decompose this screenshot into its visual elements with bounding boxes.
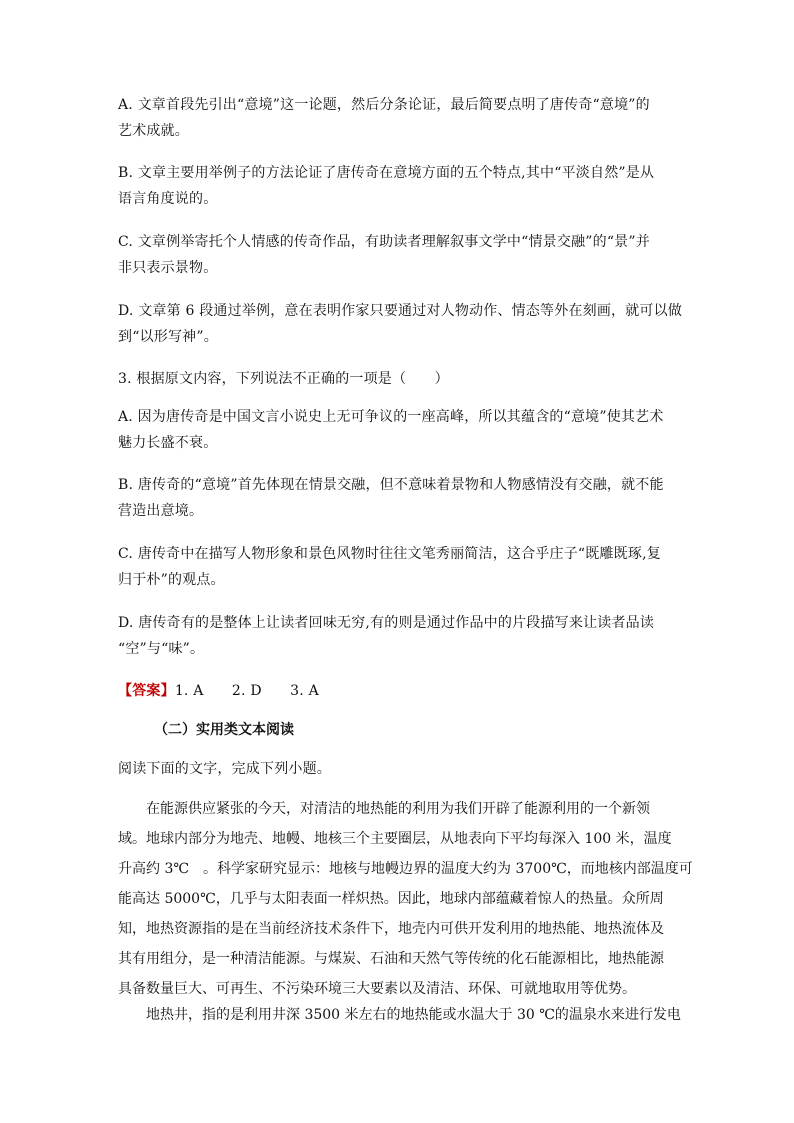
option-3c-line2: 归于朴”的观点。 xyxy=(118,572,225,588)
section-instruction-text: 阅读下面的文字，完成下列小题。 xyxy=(118,761,331,777)
option-2a-line1: A. 文章首段先引出“意境”这一论题，然后分条论证，最后简要点明了唐传奇“意境”的 xyxy=(118,97,650,113)
option-2c xyxy=(118,229,678,281)
question-3-stem-text: 3. 根据原文内容，下列说法不正确的一项是（ ） xyxy=(118,371,449,387)
option-2d xyxy=(118,298,683,350)
option-2b-line1: B. 文章主要用举例子的方法论证了唐传奇在意境方面的五个特点,其中“平淡自然”是从 xyxy=(118,165,655,181)
option-2a-line2: 艺术成就。 xyxy=(118,123,189,139)
passage-p1-line1: 在能源供应紧张的今天，对清洁的地热能的利用为我们开辟了能源利用的一个新领 xyxy=(118,801,650,817)
option-2d-line1: D. 文章第 6 段通过举例，意在表明作家只要通过对人物动作、情态等外在刻画，就可以做 xyxy=(118,303,683,319)
answer-line xyxy=(118,678,678,704)
passage-p1-line5: 知，地热资源指的是在当前经济技术条件下，地壳内可供开发利用的地热能、地热流体及 xyxy=(118,921,664,937)
passage-p1-line3: 升高约 3℃ 。科学家研究显示：地核与地幔边界的温度大约为 3700℃，而地核内部温度可 xyxy=(118,861,693,877)
option-3d-line1: D. 唐传奇有的是整体上让读者回味无穷,有的则是通过作品中的片段描写来让读者品读 xyxy=(118,615,655,631)
section-heading: （二）实用类文本阅读 xyxy=(154,722,294,738)
option-2c-line1: C. 文章例举寄托个人情感的传奇作品，有助读者理解叙事文学中“情景交融”的“景”并 xyxy=(118,234,650,250)
answer-text: 1. A 2. D 3. A xyxy=(174,683,319,699)
option-3b-line1: B. 唐传奇的“意境”首先体现在情景交融，但不意味着景物和人物感情没有交融，就不能 xyxy=(118,477,664,493)
option-3c-line1: C. 唐传奇中在描写人物形象和景色风物时往往文笔秀丽简洁，这合乎庄子“既雕既琢,复 xyxy=(118,546,661,562)
passage-p1-line2: 域。地球内部分为地壳、地幔、地核三个主要圈层，从地表向下平均每深入 100 米，温度 xyxy=(118,831,672,847)
passage-p2-line1: 地热井，指的是利用井深 3500 米左右的地热能或水温大于 30 ℃的温泉水来进行发电 xyxy=(118,1007,681,1023)
option-3a-line2: 魅力长盛不衰。 xyxy=(118,435,218,451)
passage-paragraph-1 xyxy=(118,794,693,1004)
passage-p1-line6: 其有用组分，是一种清洁能源。与煤炭、石油和天然气等传统的化石能源相比，地热能源 xyxy=(118,951,664,967)
option-3a-line1: A. 因为唐传奇是中国文言小说史上无可争议的一座高峰，所以其蕴含的“意境”使其艺术 xyxy=(118,409,664,425)
option-3d xyxy=(118,610,678,662)
passage-p1-line4: 能高达 5000℃，几乎与太阳表面一样炽热。因此，地球内部蕴藏着惊人的热量。众所周 xyxy=(118,891,664,907)
passage-p1-line7: 具备数量巨大、可再生、不污染环境三大要素以及清洁、环保、可就地取用等优势。 xyxy=(118,981,636,997)
section-instruction xyxy=(118,756,678,782)
option-3c xyxy=(118,541,678,593)
answer-content xyxy=(118,678,678,704)
option-3b-line2: 营造出意境。 xyxy=(118,503,204,519)
option-3d-line2: “空”与“味”。 xyxy=(118,641,205,657)
option-3a xyxy=(118,404,678,456)
option-2b-line2: 语言角度说的。 xyxy=(118,191,218,207)
option-2a xyxy=(118,92,678,144)
answer-label: 【答案】 xyxy=(118,683,175,699)
option-2d-line2: 到“以形写神”。 xyxy=(118,329,218,345)
option-3b xyxy=(118,472,678,524)
question-3-stem xyxy=(118,366,678,392)
option-2c-line2: 非只表示景物。 xyxy=(118,260,218,276)
option-2b xyxy=(118,160,678,212)
passage-paragraph-2 xyxy=(118,1000,681,1030)
